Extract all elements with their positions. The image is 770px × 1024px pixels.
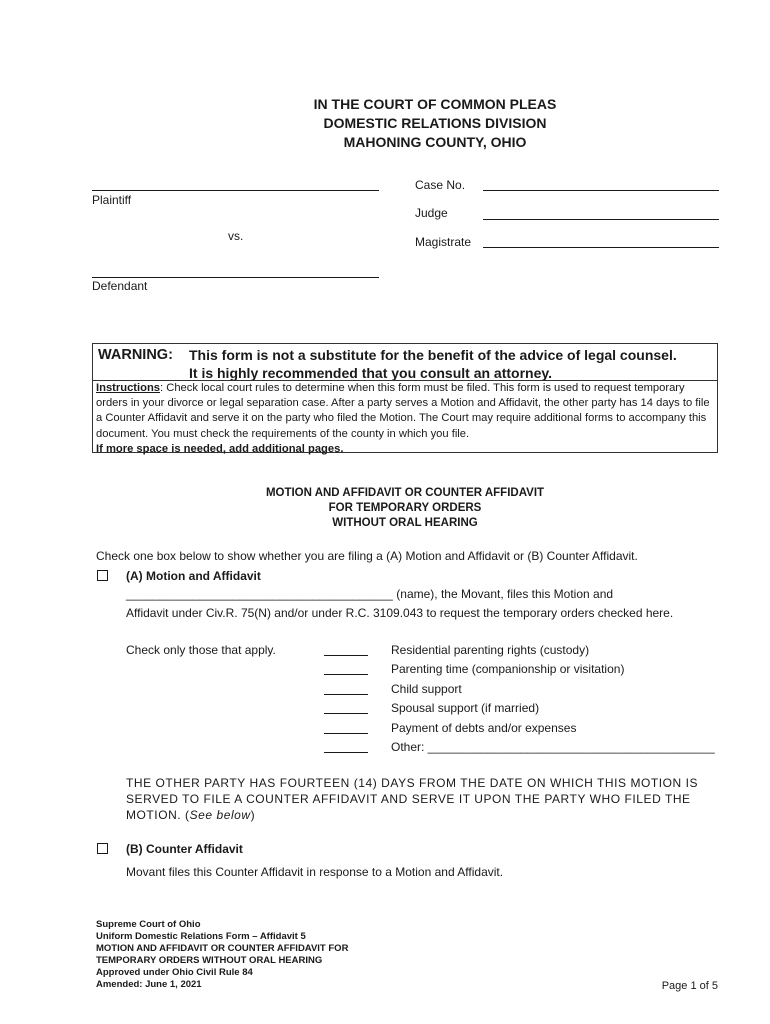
option-blank-child-support[interactable] [324,694,368,695]
counter-affidavit-text: Movant files this Counter Affidavit in response to a Motion and Affidavit. [126,865,504,879]
judge-label: Judge [415,206,448,220]
footer-court: Supreme Court of Ohio [96,919,201,930]
option-blank-custody[interactable] [324,655,368,656]
option-blank-other[interactable] [324,752,368,753]
court-division: DOMESTIC RELATIONS DIVISION [323,115,547,131]
court-name: IN THE COURT OF COMMON PLEAS [313,96,557,112]
page-number: Page 1 of 5 [661,980,718,992]
option-spousal-support: Spousal support (if married) [391,701,540,715]
form-footer [96,919,348,991]
notice-see-below: See below [189,808,251,822]
option-parenting-time: Parenting time (companionship or visitation) [391,662,625,676]
option-other: Other: ___________________________________________ [391,740,715,754]
plaintiff-name-field[interactable] [92,190,379,191]
plaintiff-label: Plaintiff [92,193,132,207]
counter-affidavit-label: (B) Counter Affidavit [126,842,243,856]
instructions-body: : Check local court rules to determine when this form must be filed. This form is used to request temporary orders in your divorce or legal separation case. After a party serves a Motion and Affidavit, the other party has 14 days to file a Counter Affidavit and serve it on the party who filed the Motion. The Court may require additional forms to accompany this document. You must check the requirements of the county in which you file. [96,382,710,440]
check-instruction: Check only those that apply. [126,643,276,657]
intro-text: Check one box below to show whether you are filing a (A) Motion and Affidavit or (B) Counter Affidavit. [96,549,638,563]
court-header [0,95,770,152]
option-custody: Residential parenting rights (custody) [391,643,590,657]
counter-affidavit-checkbox[interactable] [97,843,108,854]
option-debts: Payment of debts and/or expenses [391,721,577,735]
fourteen-day-notice [126,775,716,823]
option-blank-debts[interactable] [324,733,368,734]
option-blank-parenting-time[interactable] [324,674,368,675]
magistrate-field[interactable] [483,247,719,248]
magistrate-label: Magistrate [415,235,472,249]
court-county: MAHONING COUNTY, OHIO [343,134,527,150]
warning-message-line2: It is highly recommended that you consult an attorney. [189,365,553,381]
footer-form-id: Uniform Domestic Relations Form – Affidavit 5 [96,931,306,942]
warning-message [189,346,719,382]
defendant-label: Defendant [92,279,148,293]
case-no-label: Case No. [415,178,466,192]
warning-message-line1: This form is not a substitute for the benefit of the advice of legal counsel. [189,347,677,363]
movant-name-line: ________________________________________ (name), the Movant, files this Motion and [126,587,614,601]
form-title-line3: WITHOUT ORAL HEARING [332,517,478,529]
movant-statement: Affidavit under Civ.R. 75(N) and/or under R.C. 3109.043 to request the temporary orders checked here. [126,606,674,620]
motion-affidavit-label: (A) Motion and Affidavit [126,569,261,583]
instructions-text [96,381,712,457]
notice-text: THE OTHER PARTY HAS FOURTEEN (14) DAYS FROM THE DATE ON WHICH THIS MOTION IS SERVED TO FILE A COUNTER AFFIDAVIT AND SERVE IT UPON THE PARTY WHO FILED THE MOTION. ( [126,776,699,822]
form-title-line1: MOTION AND AFFIDAVIT OR COUNTER AFFIDAVIT [265,487,545,499]
instructions-bold-note: If more space is needed, add additional pages. [96,442,344,455]
footer-form-title-2: TEMPORARY ORDERS WITHOUT ORAL HEARING [96,955,323,966]
judge-field[interactable] [483,219,719,220]
motion-affidavit-checkbox[interactable] [97,570,108,581]
option-blank-spousal-support[interactable] [324,713,368,714]
form-title-line2: FOR TEMPORARY ORDERS [328,502,482,514]
case-no-field[interactable] [483,190,719,191]
option-child-support: Child support [391,682,462,696]
warning-box [92,343,718,453]
form-title [0,486,770,531]
footer-form-title-1: MOTION AND AFFIDAVIT OR COUNTER AFFIDAVIT FOR [96,943,349,954]
footer-approval: Approved under Ohio Civil Rule 84 [96,967,253,978]
warning-heading: WARNING: [98,347,173,363]
vs-label: vs. [228,229,244,243]
instructions-label: Instructions [96,382,161,394]
footer-amended: Amended: June 1, 2021 [96,979,202,990]
notice-close: ) [250,808,256,822]
defendant-name-field[interactable] [92,277,379,278]
